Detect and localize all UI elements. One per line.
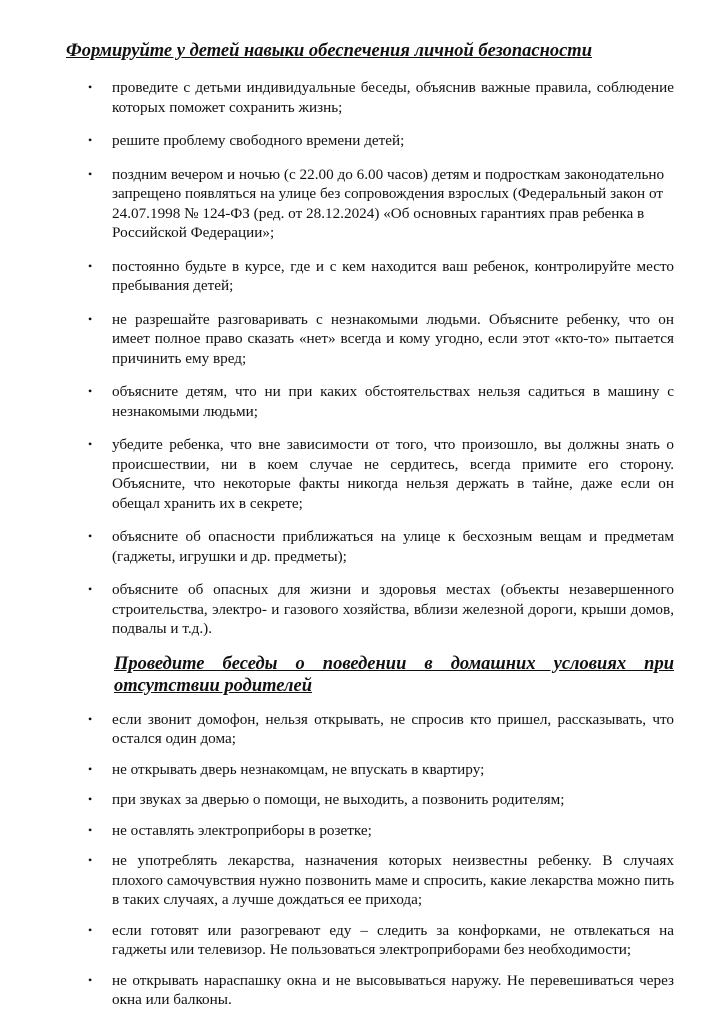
list-item-text: объясните детям, что ни при каких обстоятельствах нельзя садиться в машину с незнакомыми людьми; bbox=[112, 383, 674, 420]
list-item bbox=[66, 165, 674, 243]
list-item bbox=[66, 580, 674, 639]
list-item bbox=[66, 310, 674, 369]
section-1-heading: Формируйте у детей навыки обеспечения личной безопасности bbox=[66, 41, 592, 61]
list-item-text: не оставлять электроприборы в розетке; bbox=[112, 821, 372, 839]
list-item bbox=[66, 710, 674, 749]
bullet-icon: • bbox=[88, 853, 93, 867]
list-item-text: не открывать нараспашку окна и не высовываться наружу. Не перевешиваться через окна или балконы. bbox=[112, 971, 674, 1008]
bullet-icon: • bbox=[88, 972, 93, 987]
bullet-icon: • bbox=[88, 384, 93, 398]
list-item-text: объясните об опасности приближаться на улице к бесхозным вещам и предметам (гаджеты, игрушки и др. предметы); bbox=[112, 528, 674, 565]
section-2-list bbox=[66, 710, 674, 1010]
list-item bbox=[66, 527, 674, 566]
list-item bbox=[66, 382, 674, 421]
list-item-text: если звонит домофон, нельзя открывать, не спросив кто пришел, рассказывать, что остался один дома; bbox=[112, 710, 674, 747]
bullet-icon: • bbox=[88, 582, 93, 596]
list-item bbox=[66, 971, 674, 1010]
list-item bbox=[66, 257, 674, 296]
bullet-icon: • bbox=[88, 822, 93, 837]
list-item bbox=[66, 760, 674, 780]
bullet-icon: • bbox=[88, 711, 93, 726]
bullet-icon: • bbox=[88, 437, 93, 451]
list-item bbox=[66, 851, 674, 910]
bullet-icon: • bbox=[88, 792, 93, 806]
bullet-icon: • bbox=[88, 166, 93, 181]
list-item-text: проведите с детьми индивидуальные беседы, объяснив важные правила, соблюдение которых поможет сохранить жизнь; bbox=[112, 79, 674, 116]
list-item bbox=[66, 821, 674, 841]
list-item bbox=[66, 78, 674, 117]
list-item bbox=[66, 790, 674, 810]
bullet-icon: • bbox=[88, 133, 93, 147]
list-item bbox=[66, 131, 674, 151]
bullet-icon: • bbox=[88, 761, 93, 776]
list-item-text: если готовят или разогревают еду – следить за конфорками, не отвлекаться на гаджеты или телевизор. Не пользоваться электроприборами без необходимости; bbox=[112, 921, 674, 958]
bullet-icon: • bbox=[88, 922, 93, 937]
list-item bbox=[66, 435, 674, 513]
list-item-text: не употреблять лекарства, назначения которых неизвестны ребенку. В случаях плохого самочувствия нужно позвонить маме и спросить, какие лекарства можно пить в таких случаях, а лучше дождаться ее прихода; bbox=[112, 852, 674, 908]
section-1-list bbox=[66, 78, 674, 639]
list-item-text: поздним вечером и ночью (с 22.00 до 6.00 часов) детям и подросткам законодательно запрещено появляться на улице без сопровождения взрослых (Федеральный закон от 24.07.1998 № 124-ФЗ (ред. от 28.12.2024) «Об основных гарантиях прав ребенка в Российской Федерации»; bbox=[112, 165, 665, 241]
list-item bbox=[66, 921, 674, 960]
list-item-text: убедите ребенка, что вне зависимости от того, что произошло, вы должны знать о происшествии, ни в коем случае не сердитесь, всегда примите его сторону. Объясните, что некоторые факты никогда нельзя держать в тайне, даже если он обещал хранить их в секрете; bbox=[112, 436, 674, 512]
bullet-icon: • bbox=[88, 311, 93, 326]
list-item-text: решите проблему свободного времени детей; bbox=[112, 132, 405, 149]
section-2-heading: Проведите беседы о поведении в домашних условиях при отсутствии родителей bbox=[114, 653, 674, 696]
bullet-icon: • bbox=[88, 529, 93, 543]
bullet-icon: • bbox=[88, 258, 93, 273]
list-item-text: не разрешайте разговаривать с незнакомыми людьми. Объясните ребенку, что он имеет полное право сказать «нет» всегда и кому угодно, если этот «кто-то» пытается причинить ему вред; bbox=[112, 310, 674, 367]
list-item-text: при звуках за дверью о помощи, не выходить, а позвонить родителям; bbox=[112, 791, 565, 808]
list-item-text: не открывать дверь незнакомцам, не впускать в квартиру; bbox=[112, 760, 485, 778]
list-item-text: постоянно будьте в курсе, где и с кем находится ваш ребенок, контролируйте место пребывания детей; bbox=[112, 257, 674, 294]
bullet-icon: • bbox=[88, 80, 93, 94]
list-item-text: объясните об опасных для жизни и здоровья местах (объекты незавершенного строительства, электро- и газового хозяйства, вблизи железной дороги, крыши домов, подвалы и т.д.). bbox=[112, 581, 674, 637]
